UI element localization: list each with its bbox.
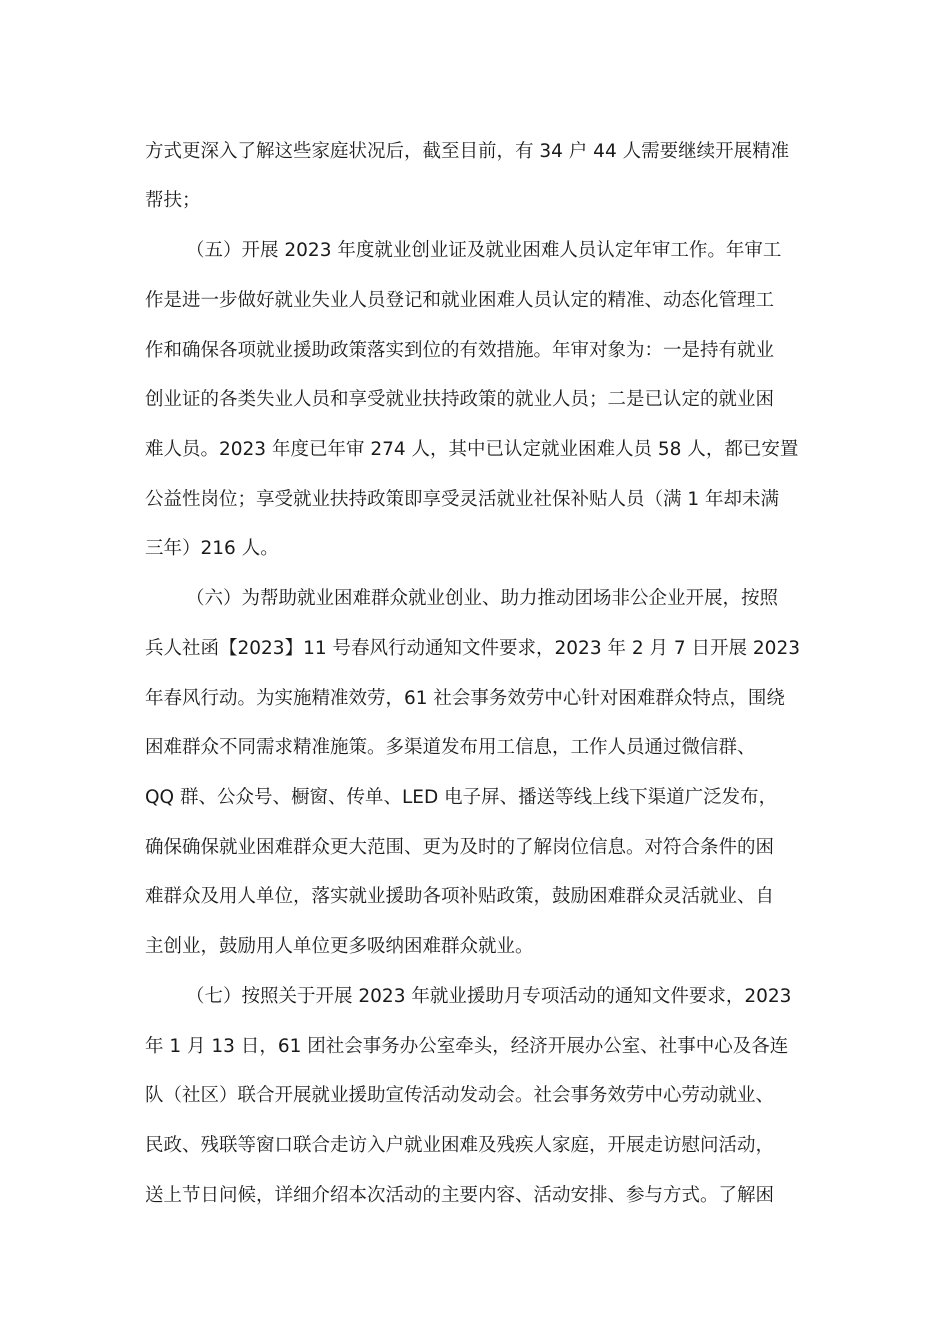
text-line: 确保确保就业困难群众更大范围、更为及时的了解岗位信息。对符合条件的困: [145, 837, 775, 858]
text-line: （六）为帮助就业困难群众就业创业、助力推动团场非公企业开展，按照: [186, 588, 779, 609]
text-line: 难群众及用人单位，落实就业援助各项补贴政策，鼓励困难群众灵活就业、自: [145, 886, 775, 907]
text-line: 民政、残联等窗口联合走访入户就业困难及残疾人家庭，开展走访慰问活动，: [145, 1135, 775, 1156]
text-line: 困难群众不同需求精准施策。多渠道发布用工信息，工作人员通过微信群、: [145, 737, 756, 758]
text-line: （五）开展 2023 年度就业创业证及就业困难人员认定年审工作。年审工: [186, 240, 782, 261]
text-line: 作和确保各项就业援助政策落实到位的有效措施。年审对象为：一是持有就业: [145, 340, 775, 361]
text-line: 作是进一步做好就业失业人员登记和就业困难人员认定的精准、动态化管理工: [145, 290, 775, 311]
text-line: 创业证的各类失业人员和享受就业扶持政策的就业人员；二是已认定的就业困: [145, 389, 775, 410]
text-line: 年春风行动。为实施精准效劳，61 社会事务效劳中心针对困难群众特点，围绕: [145, 688, 785, 709]
text-line: 公益性岗位；享受就业扶持政策即享受灵活就业社保补贴人员（满 1 年却未满: [145, 489, 780, 510]
text-line: 主创业，鼓励用人单位更多吸纳困难群众就业。: [145, 936, 534, 957]
text-line: 帮扶；: [145, 190, 201, 211]
text-line: 难人员。2023 年度已年审 274 人，其中已认定就业困难人员 58 人，都已安置: [145, 439, 799, 460]
text-line: 方式更深入了解这些家庭状况后，截至目前，有 34 户 44 人需要继续开展精准: [145, 141, 790, 162]
text-line: 三年）216 人。: [145, 538, 279, 559]
text-line: 队（社区）联合开展就业援助宣传活动发动会。社会事务效劳中心劳动就业、: [145, 1085, 775, 1106]
text-line: 年 1 月 13 日，61 团社会事务办公室牵头，经济开展办公室、社事中心及各连: [145, 1036, 789, 1057]
text-line: QQ 群、公众号、橱窗、传单、LED 电子屏、播送等线上线下渠道广泛发布，: [145, 787, 778, 808]
text-line: 送上节日问候，详细介绍本次活动的主要内容、活动安排、参与方式。了解困: [145, 1185, 775, 1206]
text-line: （七）按照关于开展 2023 年就业援助月专项活动的通知文件要求，2023: [186, 986, 792, 1007]
text-line: 兵人社函【2023】11 号春风行动通知文件要求，2023 年 2 月 7 日开展 2023: [145, 638, 800, 659]
